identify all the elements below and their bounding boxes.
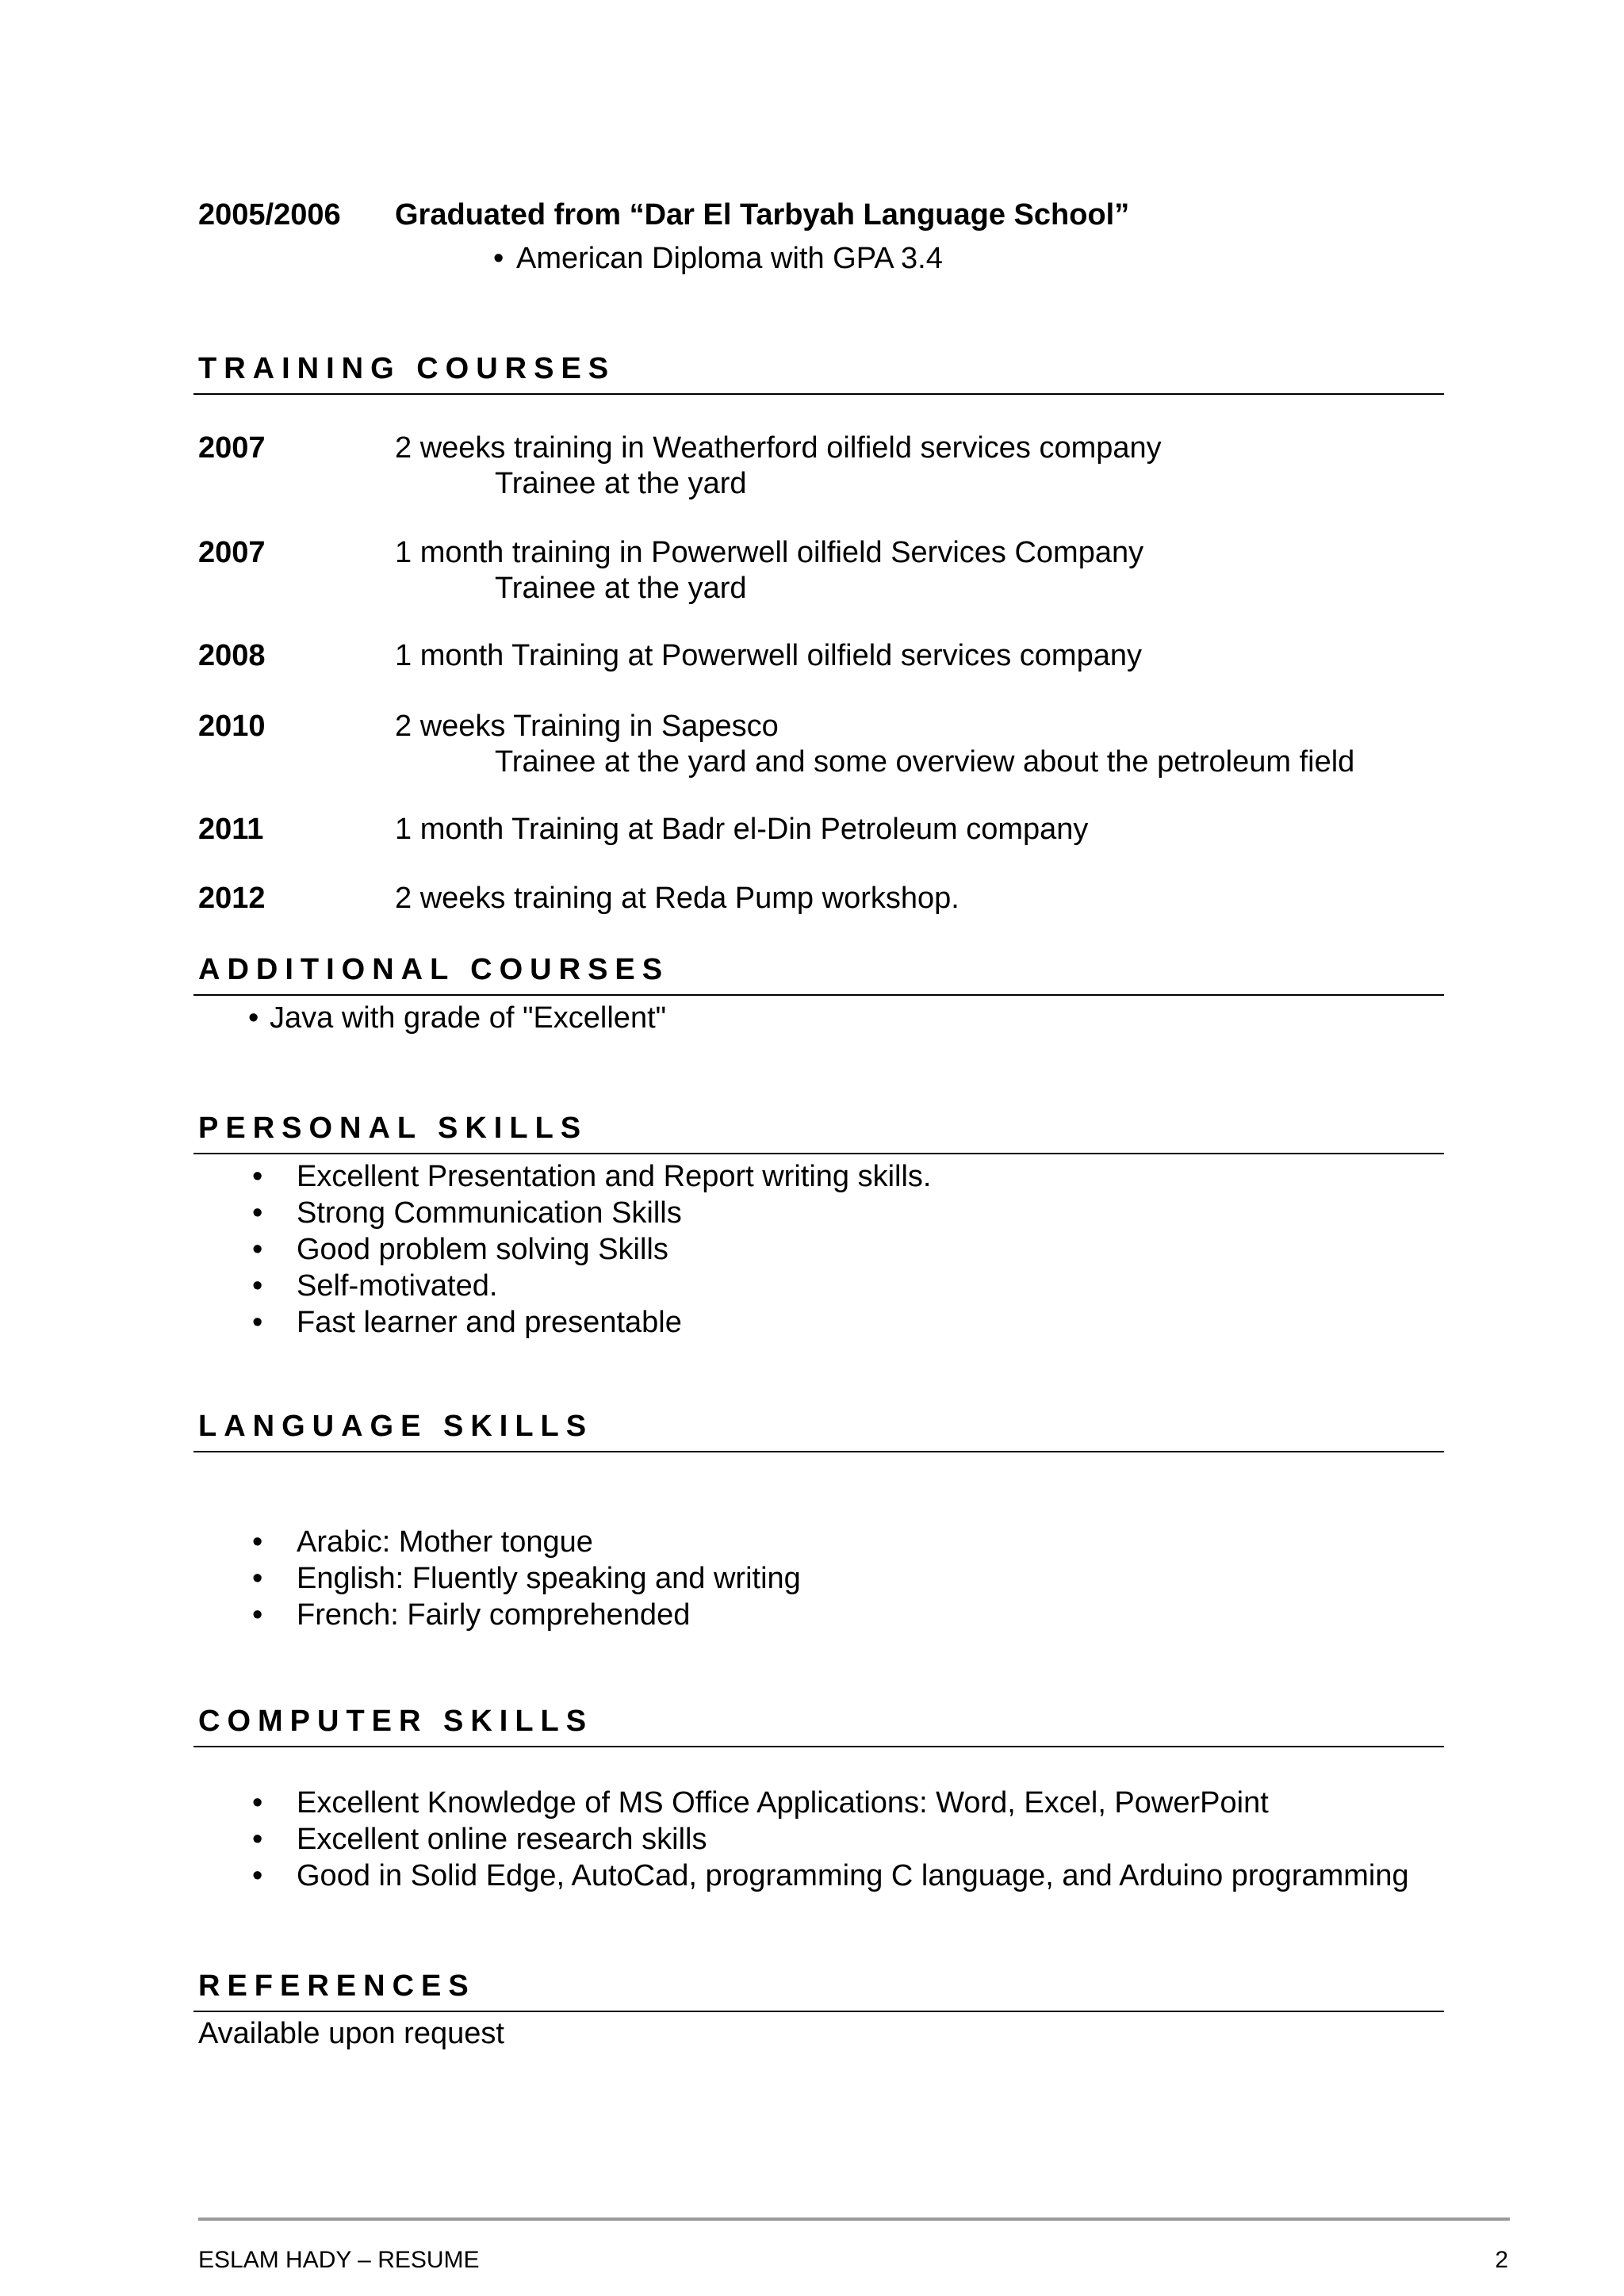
training-text: 1 month training in Powerwell oilfield Services Company — [395, 536, 1144, 569]
training-year: 2007 — [198, 431, 266, 465]
personal-skill: Good problem solving Skills — [297, 1233, 668, 1266]
training-year: 2012 — [198, 882, 266, 915]
bullet-icon: • — [252, 1823, 263, 1856]
training-year: 2010 — [198, 710, 266, 743]
bullet-icon: • — [252, 1859, 263, 1892]
training-text: 1 month Training at Powerwell oilfield services company — [395, 639, 1142, 672]
personal-skill: Self-motivated. — [297, 1269, 498, 1303]
training-text: 2 weeks Training in Sapesco — [395, 710, 779, 743]
section-divider — [193, 1746, 1444, 1747]
education-title: Graduated from “Dar El Tarbyah Language School” — [395, 198, 1130, 232]
training-year: 2008 — [198, 639, 266, 672]
section-divider — [193, 994, 1444, 996]
computer-skill: Good in Solid Edge, AutoCad, programming C language, and Arduino programming — [297, 1859, 1409, 1892]
additional-heading: ADDITIONAL COURSES — [198, 953, 670, 986]
personal-heading: PERSONAL SKILLS — [198, 1112, 588, 1145]
computer-heading: COMPUTER SKILLS — [198, 1705, 594, 1738]
language-skill: French: Fairly comprehended — [297, 1598, 691, 1632]
section-divider — [193, 1153, 1444, 1154]
language-heading: LANGUAGE SKILLS — [198, 1410, 594, 1443]
bullet-icon: • — [252, 1233, 263, 1266]
bullet-icon: • — [252, 1196, 263, 1230]
training-text: 1 month Training at Badr el-Din Petroleum company — [395, 813, 1089, 846]
additional-item: Java with grade of "Excellent" — [270, 1001, 667, 1035]
bullet-icon: • — [252, 1269, 263, 1303]
training-subtext: Trainee at the yard and some overview about the petroleum field — [495, 745, 1355, 779]
footer-divider — [198, 2218, 1510, 2221]
training-text: 2 weeks training in Weatherford oilfield services company — [395, 431, 1162, 465]
page-number: 2 — [1495, 2247, 1508, 2273]
computer-skill: Excellent Knowledge of MS Office Applications: Word, Excel, PowerPoint — [297, 1786, 1269, 1820]
references-heading: REFERENCES — [198, 1969, 476, 2003]
bullet-icon: • — [252, 1598, 263, 1632]
education-detail: American Diploma with GPA 3.4 — [516, 242, 943, 275]
computer-skill: Excellent online research skills — [297, 1823, 707, 1856]
education-year: 2005/2006 — [198, 198, 341, 232]
language-skill: Arabic: Mother tongue — [297, 1525, 593, 1559]
references-text: Available upon request — [198, 2017, 504, 2050]
section-divider — [193, 1451, 1444, 1452]
personal-skill: Strong Communication Skills — [297, 1196, 682, 1230]
footer-title: ESLAM HADY – RESUME — [198, 2247, 480, 2273]
bullet-icon: • — [493, 242, 504, 275]
language-skill: English: Fluently speaking and writing — [297, 1562, 801, 1595]
training-year: 2007 — [198, 536, 266, 569]
bullet-icon: • — [252, 1525, 263, 1559]
training-subtext: Trainee at the yard — [495, 572, 747, 605]
bullet-icon: • — [252, 1562, 263, 1595]
bullet-icon: • — [252, 1306, 263, 1339]
section-divider — [193, 393, 1444, 395]
training-subtext: Trainee at the yard — [495, 467, 747, 500]
bullet-icon: • — [252, 1786, 263, 1820]
personal-skill: Excellent Presentation and Report writing skills. — [297, 1160, 932, 1193]
bullet-icon: • — [252, 1160, 263, 1193]
bullet-icon: • — [248, 1001, 259, 1035]
training-year: 2011 — [198, 813, 264, 846]
section-divider — [193, 2011, 1444, 2012]
personal-skill: Fast learner and presentable — [297, 1306, 682, 1339]
training-text: 2 weeks training at Reda Pump workshop. — [395, 882, 959, 915]
training-heading: TRAINING COURSES — [198, 352, 616, 385]
